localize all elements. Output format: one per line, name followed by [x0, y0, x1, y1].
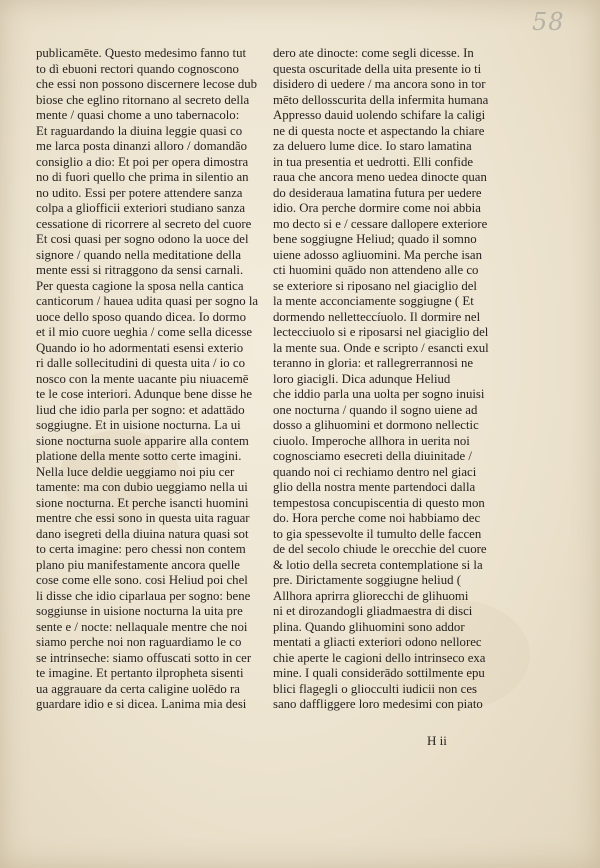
text-line: lectecciuolo si e riposarsi nel giaciglio del — [273, 325, 489, 339]
text-line: se intrinseche: siamo offuscati sotto in cer — [36, 650, 252, 665]
text-line: te imagine. Et pertanto ilpropheta sisenti — [36, 666, 244, 680]
text-line: ua aggrauare da certa caligine uolēdo ra — [36, 681, 240, 696]
text-line: teranno in gloria: et rallegrerrannosi ne — [273, 356, 474, 370]
text-line: loro giacigli. Dica adunque Heliud — [273, 371, 451, 386]
text-line: Et cosi quasi per sogno odono la uoce del — [36, 232, 249, 246]
text-line: mentati a gliacti exteriori odono nellorec — [273, 635, 482, 649]
text-line: consiglio a dio: Et poi per opera dimostra — [36, 154, 249, 169]
text-line: Et raguardando la diuina leggie quasi co — [36, 123, 243, 138]
text-line: to gia spessevolte il tumulto delle faccen — [273, 526, 482, 541]
right-text-column — [273, 46, 517, 713]
text-line: me larca posta dinanzi alloro / domandão — [36, 139, 248, 153]
text-line: do. Hora perche come noi habbiamo dec — [273, 511, 481, 525]
text-line: blici flagegli o gliocculti iudicii non ces — [273, 681, 477, 696]
text-line: cti huomini quādo non attendeno alle co — [273, 263, 479, 277]
text-line: canticorum / hauea udita quasi per sogno la — [36, 294, 259, 308]
text-line: biose che eglino ritornano al secreto della — [36, 92, 250, 107]
text-line: disidero di uedere / ma ancora sono in tor — [273, 77, 486, 91]
text-line: nosco con la mente uacante piu niuacemē — [36, 371, 249, 386]
text-line: dero ate dinocte: come segli dicesse. In — [273, 46, 474, 60]
text-line: in tua presentia et uedrotti. Elli confide — [273, 154, 474, 169]
text-line: signore / quando nella meditatione della — [36, 247, 242, 262]
text-line: mo decto si e / cessare dallopere exteriore — [273, 216, 488, 231]
text-line: Appresso dauid uolendo schifare la caligi — [273, 108, 486, 122]
text-line: ni et dirozandogli gliadmaestra di disci — [273, 604, 473, 618]
text-line: sione nocturna suole apparire alla contem — [36, 433, 249, 448]
text-line: la mente sua. Onde e scripto / esancti exul — [273, 340, 489, 355]
text-line: che essi non possono discernere lecose dub — [36, 77, 258, 91]
text-line: sano daffliggere loro medesimi con piato — [273, 697, 483, 711]
signature-mark: H ii — [427, 733, 447, 748]
text-line: li disse che idio ciparlaua per sogno: bene — [36, 588, 251, 603]
text-line: do desideraua lamatina futura per uedere — [273, 185, 482, 200]
text-line: ne di questa nocte et aspectando la chiare — [273, 123, 485, 138]
text-line: mentre che essi sono in questa uita raguar — [36, 511, 250, 525]
text-line: Per questa cagione la sposa nella cantica — [36, 278, 244, 293]
text-line: to certa imagine: pero chessi non contem — [36, 542, 246, 556]
text-line: colpa a gliofficii exteriori studiano sanza — [36, 201, 246, 215]
text-line: soggiunse in uisione nocturna la uita pre — [36, 604, 243, 618]
text-line: cognosciamo esecreti della diuinitade / — [273, 449, 472, 463]
text-line: tempestosa concupiscentia di questo mon — [273, 495, 485, 510]
text-line: quando noi ci rechiamo dentro nel giaci — [273, 464, 477, 479]
text-line: se exteriore si riposano nel giaciglio del — [273, 278, 477, 293]
text-line: dormendo nelletteccíuolo. Il dormire nel — [273, 309, 481, 324]
text-line: no udito. Essi per potere attendere sanza — [36, 185, 243, 200]
text-line: questa oscuritade della uita presente io ti — [273, 61, 482, 76]
text-line: cessatione di ricorrere al secreto del cuore — [36, 216, 252, 231]
text-line: che iddio parla una uolta per sogno inuisi — [273, 387, 485, 401]
text-line: bene soggiugne Heliud; quado il somno — [273, 232, 477, 246]
text-line: cose come elle sono. cosi Heliud poi chel — [36, 573, 248, 587]
text-line: raua che ancora meno uedea dinocte quan — [273, 170, 487, 184]
text-line: Quando io ho adormentati esensi exterio — [36, 340, 244, 355]
text-line: liud che idio parla per sogno: et adattādo — [36, 402, 245, 417]
text-line: Allhora aprirra gliorecchi de glihuomi — [273, 588, 469, 603]
folio-number: 58 — [532, 8, 565, 36]
text-line: mēto dellosscurita della infermita humana — [273, 92, 489, 107]
text-line: plina. Quando glihuomini sono addor — [273, 619, 465, 634]
text-line: to dì ebuoni rectori quando cognoscono — [36, 61, 239, 76]
text-line: ciuolo. Imperoche allhora in uerita noi — [273, 433, 470, 448]
text-line: te le cose interiori. Adunque bene disse he — [36, 387, 253, 401]
text-line: siamo perche noi non raguardiamo le co — [36, 635, 242, 649]
text-line: za deluero lume dice. Io staro lamatina — [273, 139, 472, 153]
text-line: dosso a glihuomini et dormono nellectic — [273, 418, 479, 432]
text-line: et il mio cuore ueghia / come sella dicesse — [36, 325, 253, 339]
text-line: uiene adosso agliuomini. Ma perche isan — [273, 247, 482, 262]
text-line: pre. Dirictamente soggiugne heliud ( — [273, 573, 461, 587]
text-line: soggiugne. Et in uisione nocturna. La ui — [36, 418, 241, 432]
text-line: platione della mente sotto certe imagini. — [36, 449, 242, 463]
text-line: uoce dello sposo quando dicea. Io dormo — [36, 309, 247, 324]
text-line: idio. Ora perche dormire come noi abbia — [273, 201, 481, 215]
text-line: publicamēte. Questo medesimo fanno tut — [36, 46, 247, 60]
text-line: & lotio della secreta contemplatione si la — [273, 557, 483, 572]
text-line: sione nocturna. Et perche isancti huomini — [36, 495, 249, 510]
text-line: la mente acconciamente soggiugne ( Et — [273, 294, 474, 308]
text-line: mente / quasi chome a uno tabernacolo: — [36, 108, 240, 122]
text-line: de del secolo chiude le orecchie del cuore — [273, 542, 487, 556]
text-line: one nocturna / quando il sogno uiene ad — [273, 402, 478, 417]
text-line: plano piu manifestamente ancora quelle — [36, 557, 240, 572]
text-line: Nella luce deldie ueggiamo noi piu cer — [36, 464, 235, 479]
text-line: mine. I quali considerādo sottilmente epu — [273, 666, 485, 680]
text-line: mente essi si ritraggono da sensi carnali. — [36, 263, 244, 277]
text-line: sente e / nocte: nellaquale mentre che noi — [36, 619, 248, 634]
text-line: tamente: ma con dubio ueggiamo nella ui — [36, 480, 248, 494]
text-line: no di fuori quello che prima in silentio an — [36, 170, 249, 184]
text-line: glio della nostra mente partendoci dalla — [273, 480, 476, 494]
text-line: dano isegreti della diuina natura quasi sot — [36, 526, 249, 541]
left-text-column — [36, 46, 272, 713]
text-line: chie aperte le cagioni dello intrinseco exa — [273, 650, 486, 665]
text-line: guardare idio e si dicea. Lanima mia desi — [36, 697, 247, 711]
text-line: ri dalle sollecitudini di questa uita / io co — [36, 356, 245, 370]
